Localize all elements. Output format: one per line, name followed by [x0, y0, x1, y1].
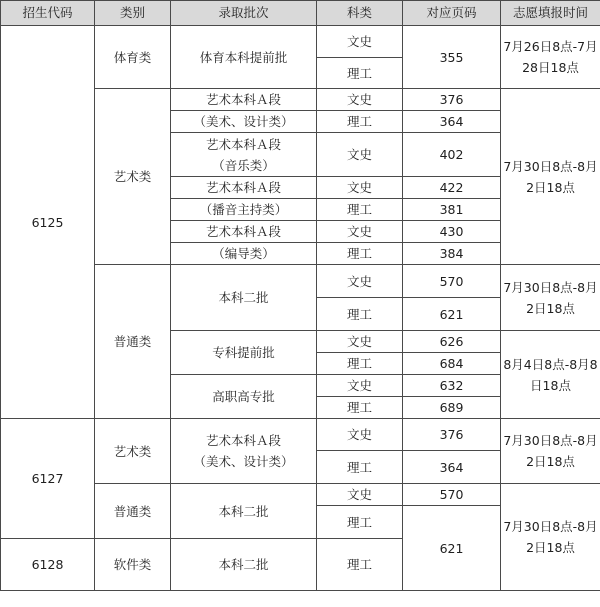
batch-cell: 体育本科提前批	[171, 26, 317, 89]
subject-cell: 文史	[317, 265, 403, 298]
subject-cell: 文史	[317, 331, 403, 353]
header-category: 类别	[95, 1, 171, 26]
batch-line: 艺术本科Ａ段	[205, 136, 281, 152]
code-cell: 6128	[1, 539, 95, 591]
header-page: 对应页码	[403, 1, 501, 26]
subject-cell: 理工	[317, 506, 403, 539]
page-cell: 570	[403, 265, 501, 298]
category-cell: 体育类	[95, 26, 171, 89]
table-row	[1, 26, 600, 58]
subject-cell: 理工	[317, 539, 403, 591]
time-cell: 7月30日8点-8月2日18点	[501, 265, 600, 331]
code-cell: 6125	[1, 26, 95, 419]
subject-cell: 文史	[317, 26, 403, 58]
batch-cell	[171, 133, 317, 177]
page-cell: 621	[403, 298, 501, 331]
page-cell: 430	[403, 221, 501, 243]
page-cell: 376	[403, 89, 501, 111]
subject-cell: 理工	[317, 58, 403, 89]
subject-cell: 理工	[317, 111, 403, 133]
batch-line: 艺术本科Ａ段	[171, 221, 317, 243]
subject-cell: 文史	[317, 177, 403, 199]
subject-cell: 理工	[317, 199, 403, 221]
batch-cell: 本科二批	[171, 265, 317, 331]
time-cell: 8月4日8点-8月8日18点	[501, 331, 600, 419]
category-cell: 普通类	[95, 484, 171, 539]
batch-cell	[171, 419, 317, 484]
page-cell: 570	[403, 484, 501, 506]
page-cell: 364	[403, 451, 501, 484]
batch-line: （美术、设计类）	[193, 454, 294, 469]
subject-cell: 理工	[317, 298, 403, 331]
page-cell: 384	[403, 243, 501, 265]
subject-cell: 理工	[317, 353, 403, 375]
table-row	[1, 419, 600, 451]
header-code: 招生代码	[1, 1, 95, 26]
subject-cell: 理工	[317, 243, 403, 265]
time-cell: 7月30日8点-8月2日18点	[501, 89, 600, 265]
subject-cell: 理工	[317, 451, 403, 484]
batch-line: （编导类）	[171, 243, 317, 265]
batch-cell: 本科二批	[171, 484, 317, 539]
page-cell: 632	[403, 375, 501, 397]
header-batch: 录取批次	[171, 1, 317, 26]
subject-cell: 文史	[317, 484, 403, 506]
time-cell: 7月26日8点-7月28日18点	[501, 26, 600, 89]
batch-line: 艺术本科Ａ段	[171, 177, 317, 199]
subject-cell: 文史	[317, 221, 403, 243]
subject-cell: 文史	[317, 89, 403, 111]
page-cell: 402	[403, 133, 501, 177]
batch-line: （音乐类）	[212, 157, 275, 173]
page-cell: 422	[403, 177, 501, 199]
category-cell: 艺术类	[95, 89, 171, 265]
header-subject: 科类	[317, 1, 403, 26]
time-cell: 7月30日8点-8月2日18点	[501, 484, 600, 591]
page-cell: 689	[403, 397, 501, 419]
page-cell: 376	[403, 419, 501, 451]
subject-cell: 文史	[317, 133, 403, 177]
batch-line: 艺术本科Ａ段	[171, 89, 317, 111]
page-cell: 626	[403, 331, 501, 353]
page-cell: 355	[403, 26, 501, 89]
category-cell: 软件类	[95, 539, 171, 591]
page-cell: 364	[403, 111, 501, 133]
page-cell: 684	[403, 353, 501, 375]
category-cell: 普通类	[95, 265, 171, 419]
subject-cell: 文史	[317, 419, 403, 451]
subject-cell: 文史	[317, 375, 403, 397]
time-cell: 7月30日8点-8月2日18点	[501, 419, 600, 484]
batch-line: （美术、设计类）	[171, 111, 317, 133]
code-cell: 6127	[1, 419, 95, 539]
page-cell: 381	[403, 199, 501, 221]
header-row	[1, 1, 600, 26]
category-cell: 艺术类	[95, 419, 171, 484]
batch-cell: 高职高专批	[171, 375, 317, 419]
batch-cell: 专科提前批	[171, 331, 317, 375]
batch-line: 艺术本科Ａ段	[205, 433, 281, 448]
header-time: 志愿填报时间	[501, 1, 600, 26]
batch-line: （播音主持类）	[171, 199, 317, 221]
page-cell: 621	[403, 506, 501, 591]
batch-cell: 本科二批	[171, 539, 317, 591]
subject-cell: 理工	[317, 397, 403, 419]
